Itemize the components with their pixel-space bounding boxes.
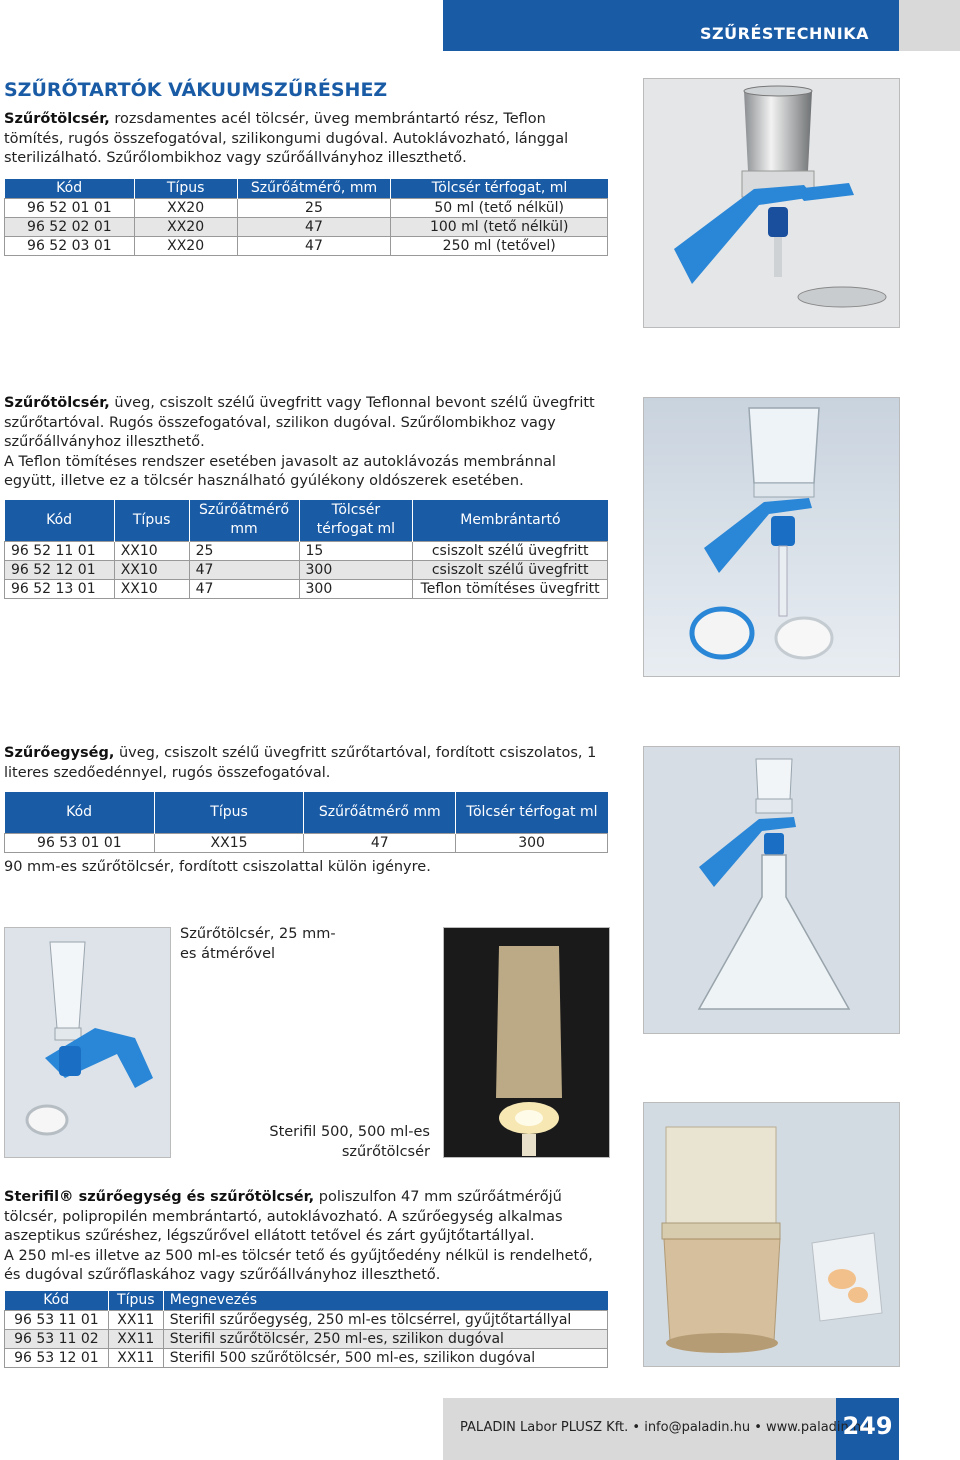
- sec4-table: [4, 1291, 608, 1368]
- col-header: Típus: [108, 1291, 163, 1310]
- cell: 96 53 01 01: [5, 833, 155, 852]
- cell: 96 52 01 01: [5, 198, 135, 217]
- cell: 25: [237, 198, 391, 217]
- sec1-table: [4, 179, 608, 256]
- sec1-term: Szűrőtölcsér,: [4, 111, 110, 127]
- caption-funnel-25mm: Szűrőtölcsér, 25 mm-es átmérővel: [180, 926, 336, 962]
- cell: 96 52 11 01: [5, 541, 115, 560]
- table-row: [5, 217, 608, 236]
- col-header: Kód: [5, 792, 155, 833]
- cell: 50 ml (tető nélkül): [391, 198, 608, 217]
- col-header: Szűrőátmérő mm: [189, 500, 299, 541]
- table-row: [5, 833, 608, 852]
- cell: 47: [237, 217, 391, 236]
- cell: 300: [456, 833, 608, 852]
- col-header: Szűrőátmérő mm: [304, 792, 456, 833]
- product-photo-funnel-25mm: [4, 927, 171, 1158]
- sec4-term: Sterifil® szűrőegység és szűrőtölcsér,: [4, 1189, 315, 1205]
- table-row: [5, 560, 608, 579]
- sec3-note: 90 mm-es szűrőtölcsér, fordított csiszolattal külön igényre.: [4, 859, 431, 875]
- sec4-description: [4, 1188, 609, 1286]
- cell: 96 52 02 01: [5, 217, 135, 236]
- cell: Sterifil 500 szűrőtölcsér, 500 ml-es, szilikon dugóval: [163, 1348, 607, 1367]
- table-row: [5, 198, 608, 217]
- col-header: Kód: [5, 500, 115, 541]
- cell: 47: [189, 579, 299, 598]
- cell: 96 53 11 01: [5, 1310, 109, 1329]
- cell: 300: [299, 579, 413, 598]
- cell: XX20: [134, 236, 237, 255]
- table-row: [5, 541, 608, 560]
- cell: Sterifil szűrőegység, 250 ml-es tölcsérrel, gyűjtőtartállyal: [163, 1310, 607, 1329]
- sec3-text: üveg, csiszolt szélű üvegfritt szűrőtartóval, fordított csiszolatos, 1 literes szedőedénnyel, rugós összefogatóval.: [4, 745, 597, 781]
- cell: 15: [299, 541, 413, 560]
- cell: XX15: [154, 833, 304, 852]
- col-header: Típus: [154, 792, 304, 833]
- cell: Sterifil szűrőtölcsér, 250 ml-es, szilikon dugóval: [163, 1329, 607, 1348]
- col-header: Membrántartó: [413, 500, 608, 541]
- sec2-term: Szűrőtölcsér,: [4, 395, 110, 411]
- cell: 47: [189, 560, 299, 579]
- col-header: Tölcsér térfogat ml: [299, 500, 413, 541]
- product-photo-sterifil-500: [443, 927, 610, 1158]
- caption-sterifil-500: Sterifil 500, 500 ml-es szűrőtölcsér: [269, 1124, 430, 1160]
- cell: 250 ml (tetővel): [391, 236, 608, 255]
- cell: Teflon tömítéses üvegfritt: [413, 579, 608, 598]
- sec1-text: rozsdamentes acél tölcsér, üveg membrántartó rész, Teflon tömítés, rugós összefogatóval, szilikongumi dugóval. Autoklávozható, lánggal sterilizálható. Szűrőlombikhoz vagy szűrőállványhoz illeszthető.: [4, 111, 569, 166]
- header-gray-tab: [899, 0, 960, 51]
- sec4-text2: A 250 ml-es illetve az 500 ml-es tölcsér tető és gyűjtőedény nélkül is rendelhető, és dugóval szűrőflaskához vagy szűrőállványhoz illeszthető.: [4, 1247, 593, 1283]
- table-row: [5, 1329, 608, 1348]
- cell: 47: [237, 236, 391, 255]
- sec4-text: poliszulfon 47 mm szűrőátmérőjű tölcsér, polipropilén membrántartó, autoklávozható. A szűrőegység alkalmas aszeptikus szűréshez, légszűrővel ellátott tetővel és zárt gyűjtőtartállyal.: [4, 1189, 563, 1244]
- sec3-table: [4, 792, 608, 853]
- cell: 96 52 13 01: [5, 579, 115, 598]
- footer-company: PALADIN Labor PLUSZ Kft. • info@paladin.hu • www.paladin.hu: [460, 1420, 870, 1435]
- section-heading: SZŰRÉSTECHNIKA: [700, 24, 869, 43]
- cell: XX11: [108, 1329, 163, 1348]
- cell: XX11: [108, 1348, 163, 1367]
- col-header: Tölcsér térfogat, ml: [391, 179, 608, 198]
- product-photo-sterifil-unit: [643, 1102, 900, 1367]
- sec2-text: üveg, csiszolt szélű üvegfritt vagy Teflonnal bevont szélű üvegfritt szűrőtartóval. Rugós összefogatóval, szilikon dugóval. Szűrőlombikhoz vagy szűrőállványhoz illeszthető.: [4, 395, 595, 450]
- sec2-table: [4, 500, 608, 599]
- col-header: Szűrőátmérő, mm: [237, 179, 391, 198]
- sec1-description: [4, 110, 609, 169]
- product-photo-steel-funnel: [643, 78, 900, 328]
- cell: 96 52 03 01: [5, 236, 135, 255]
- sec2-text2: A Teflon tömítéses rendszer esetében javasolt az autoklávozás membránnal együtt, illetve ez a tölcsér használható gyúlékony oldószerek esetében.: [4, 453, 556, 489]
- cell: XX10: [114, 560, 189, 579]
- cell: XX10: [114, 579, 189, 598]
- product-photo-glass-funnel: [643, 397, 900, 677]
- sec2-description: [4, 394, 609, 492]
- table-row: [5, 1310, 608, 1329]
- sec3-term: Szűrőegység,: [4, 745, 115, 761]
- page-number: 249: [842, 1412, 893, 1440]
- cell: csiszolt szélű üvegfritt: [413, 541, 608, 560]
- col-header: Megnevezés: [163, 1291, 607, 1310]
- table-row: [5, 236, 608, 255]
- cell: 96 53 12 01: [5, 1348, 109, 1367]
- cell: 47: [304, 833, 456, 852]
- col-header: Kód: [5, 179, 135, 198]
- table-row: [5, 579, 608, 598]
- cell: 96 52 12 01: [5, 560, 115, 579]
- sec3-description: [4, 744, 609, 783]
- col-header: Kód: [5, 1291, 109, 1310]
- page-title: SZŰRŐTARTÓK VÁKUUMSZŰRÉSHEZ: [4, 79, 388, 101]
- col-header: Tölcsér térfogat ml: [456, 792, 608, 833]
- cell: XX20: [134, 198, 237, 217]
- col-header: Típus: [114, 500, 189, 541]
- cell: 300: [299, 560, 413, 579]
- table-row: [5, 1348, 608, 1367]
- cell: XX10: [114, 541, 189, 560]
- cell: csiszolt szélű üvegfritt: [413, 560, 608, 579]
- cell: XX20: [134, 217, 237, 236]
- product-photo-filter-unit: [643, 746, 900, 1034]
- col-header: Típus: [134, 179, 237, 198]
- cell: 25: [189, 541, 299, 560]
- cell: 96 53 11 02: [5, 1329, 109, 1348]
- cell: XX11: [108, 1310, 163, 1329]
- cell: 100 ml (tető nélkül): [391, 217, 608, 236]
